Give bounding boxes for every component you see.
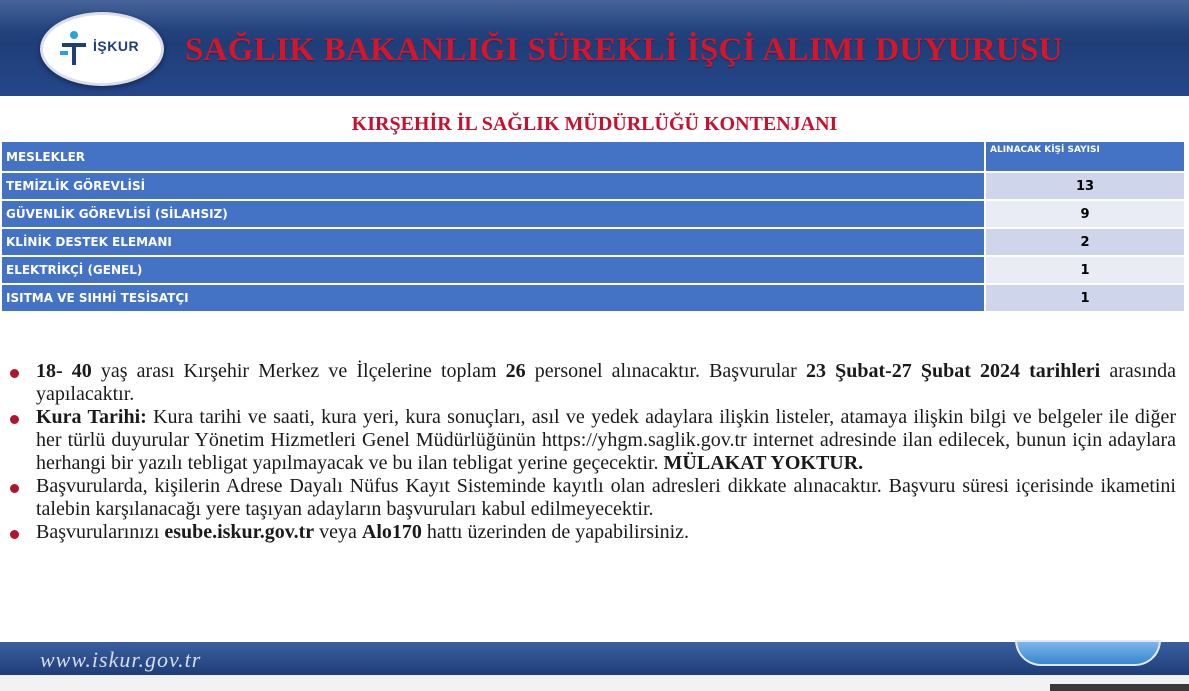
info-bullet-list bbox=[10, 360, 1176, 544]
bullet-lottery-date bbox=[10, 406, 1176, 475]
iskur-logo-icon bbox=[57, 29, 91, 69]
occupation-cell: ISITMA VE SIHHİ TESİSATÇI bbox=[2, 285, 984, 311]
quota-table bbox=[0, 140, 1186, 313]
count-cell: 1 bbox=[986, 257, 1184, 283]
application-dates: 23 Şubat-27 Şubat 2024 tarihleri bbox=[805, 360, 1101, 382]
occupation-cell: KLİNİK DESTEK ELEMANI bbox=[2, 229, 984, 255]
section-subtitle: KIRŞEHİR İL SAĞLIK MÜDÜRLÜĞÜ KONTENJANI bbox=[351, 113, 838, 135]
no-interview-notice: MÜLAKAT YOKTUR. bbox=[663, 452, 864, 474]
bullet-text: Başvurularınızı bbox=[36, 521, 165, 543]
count-cell: 9 bbox=[986, 201, 1184, 227]
banner-sheen bbox=[0, 0, 1189, 30]
bullet-address-rule bbox=[10, 475, 1176, 521]
iskur-logo bbox=[40, 12, 164, 86]
footer-tab-decoration bbox=[1015, 640, 1161, 666]
bullet-text: Kura tarihi ve saati, kura yeri, kura sonuçları, asıl ve yedek adaylara ilişkin listeler, atamaya ilişkin bilgi ve belgeler ile diğer her türlü duyurular Yönetim Hizmetleri Genel Müdürlüğünün https://yhgm.saglik.gov.tr internet adresinde ilan edilecek, bunun için adaylara herhangi bir yazılı tebligat yapılmayacak ve bu ilan tebligat yerine geçecektir. bbox=[36, 406, 1176, 474]
bullet-text: Başvurularda, kişilerin Adrese Dayalı Nüfus Kayıt Sisteminde kayıtlı olan adresleri dikkate alınacaktır. Başvuru süresi içerisinde ikametini talebin karşılanacağı yere taşıyan adayların başvuruları kabul edilmeyecektir. bbox=[36, 475, 1176, 520]
table-row bbox=[2, 257, 1184, 283]
bullet-age-and-dates bbox=[10, 360, 1176, 406]
bullet-apply-channels bbox=[10, 521, 1176, 544]
bullet-dot-icon bbox=[10, 415, 19, 424]
column-header-count: ALINACAK KİŞİ SAYISI bbox=[986, 142, 1184, 171]
bottom-strip bbox=[0, 675, 1189, 691]
table-row bbox=[2, 229, 1184, 255]
logo-text: İŞKUR bbox=[93, 38, 140, 54]
count-cell: 1 bbox=[986, 285, 1184, 311]
occupation-cell: TEMİZLİK GÖREVLİSİ bbox=[2, 173, 984, 199]
bullet-dot-icon bbox=[10, 530, 19, 539]
table-row bbox=[2, 201, 1184, 227]
count-cell: 13 bbox=[986, 173, 1184, 199]
bottom-strip-dark bbox=[1050, 684, 1189, 691]
occupation-cell: ELEKTRİKÇİ (GENEL) bbox=[2, 257, 984, 283]
bullet-text: veya bbox=[314, 521, 362, 543]
bullet-text: arasında yapılacaktır. bbox=[36, 360, 1176, 405]
bullet-text: hattı üzerinden de yapabilirsiniz. bbox=[421, 521, 690, 543]
bullet-dot-icon bbox=[10, 369, 19, 378]
bullet-dot-icon bbox=[10, 484, 19, 493]
count-cell: 2 bbox=[986, 229, 1184, 255]
page-title: SAĞLIK BAKANLIĞI SÜREKLİ İŞÇİ ALIMI DUYURUSU bbox=[185, 32, 1063, 68]
column-header-occupation: MESLEKLER bbox=[2, 142, 984, 171]
table-row bbox=[2, 285, 1184, 311]
lottery-label: Kura Tarihi: bbox=[36, 406, 147, 428]
table-row bbox=[2, 173, 1184, 199]
age-range: 18- 40 bbox=[36, 360, 92, 382]
table-header-row bbox=[2, 142, 1184, 171]
occupation-cell: GÜVENLİK GÖREVLİSİ (SİLAHSIZ) bbox=[2, 201, 984, 227]
header-banner bbox=[0, 0, 1189, 96]
footer-bar bbox=[0, 642, 1189, 675]
alo170-line: Alo170 bbox=[361, 521, 422, 543]
bullet-text: yaş arası Kırşehir Merkez ve İlçelerine toplam bbox=[91, 360, 506, 382]
footer-url: www.iskur.gov.tr bbox=[40, 647, 202, 672]
esube-site: esube.iskur.gov.tr bbox=[164, 521, 315, 543]
bullet-text: personel alınacaktır. Başvurular bbox=[525, 360, 806, 382]
total-personnel: 26 bbox=[505, 360, 526, 382]
